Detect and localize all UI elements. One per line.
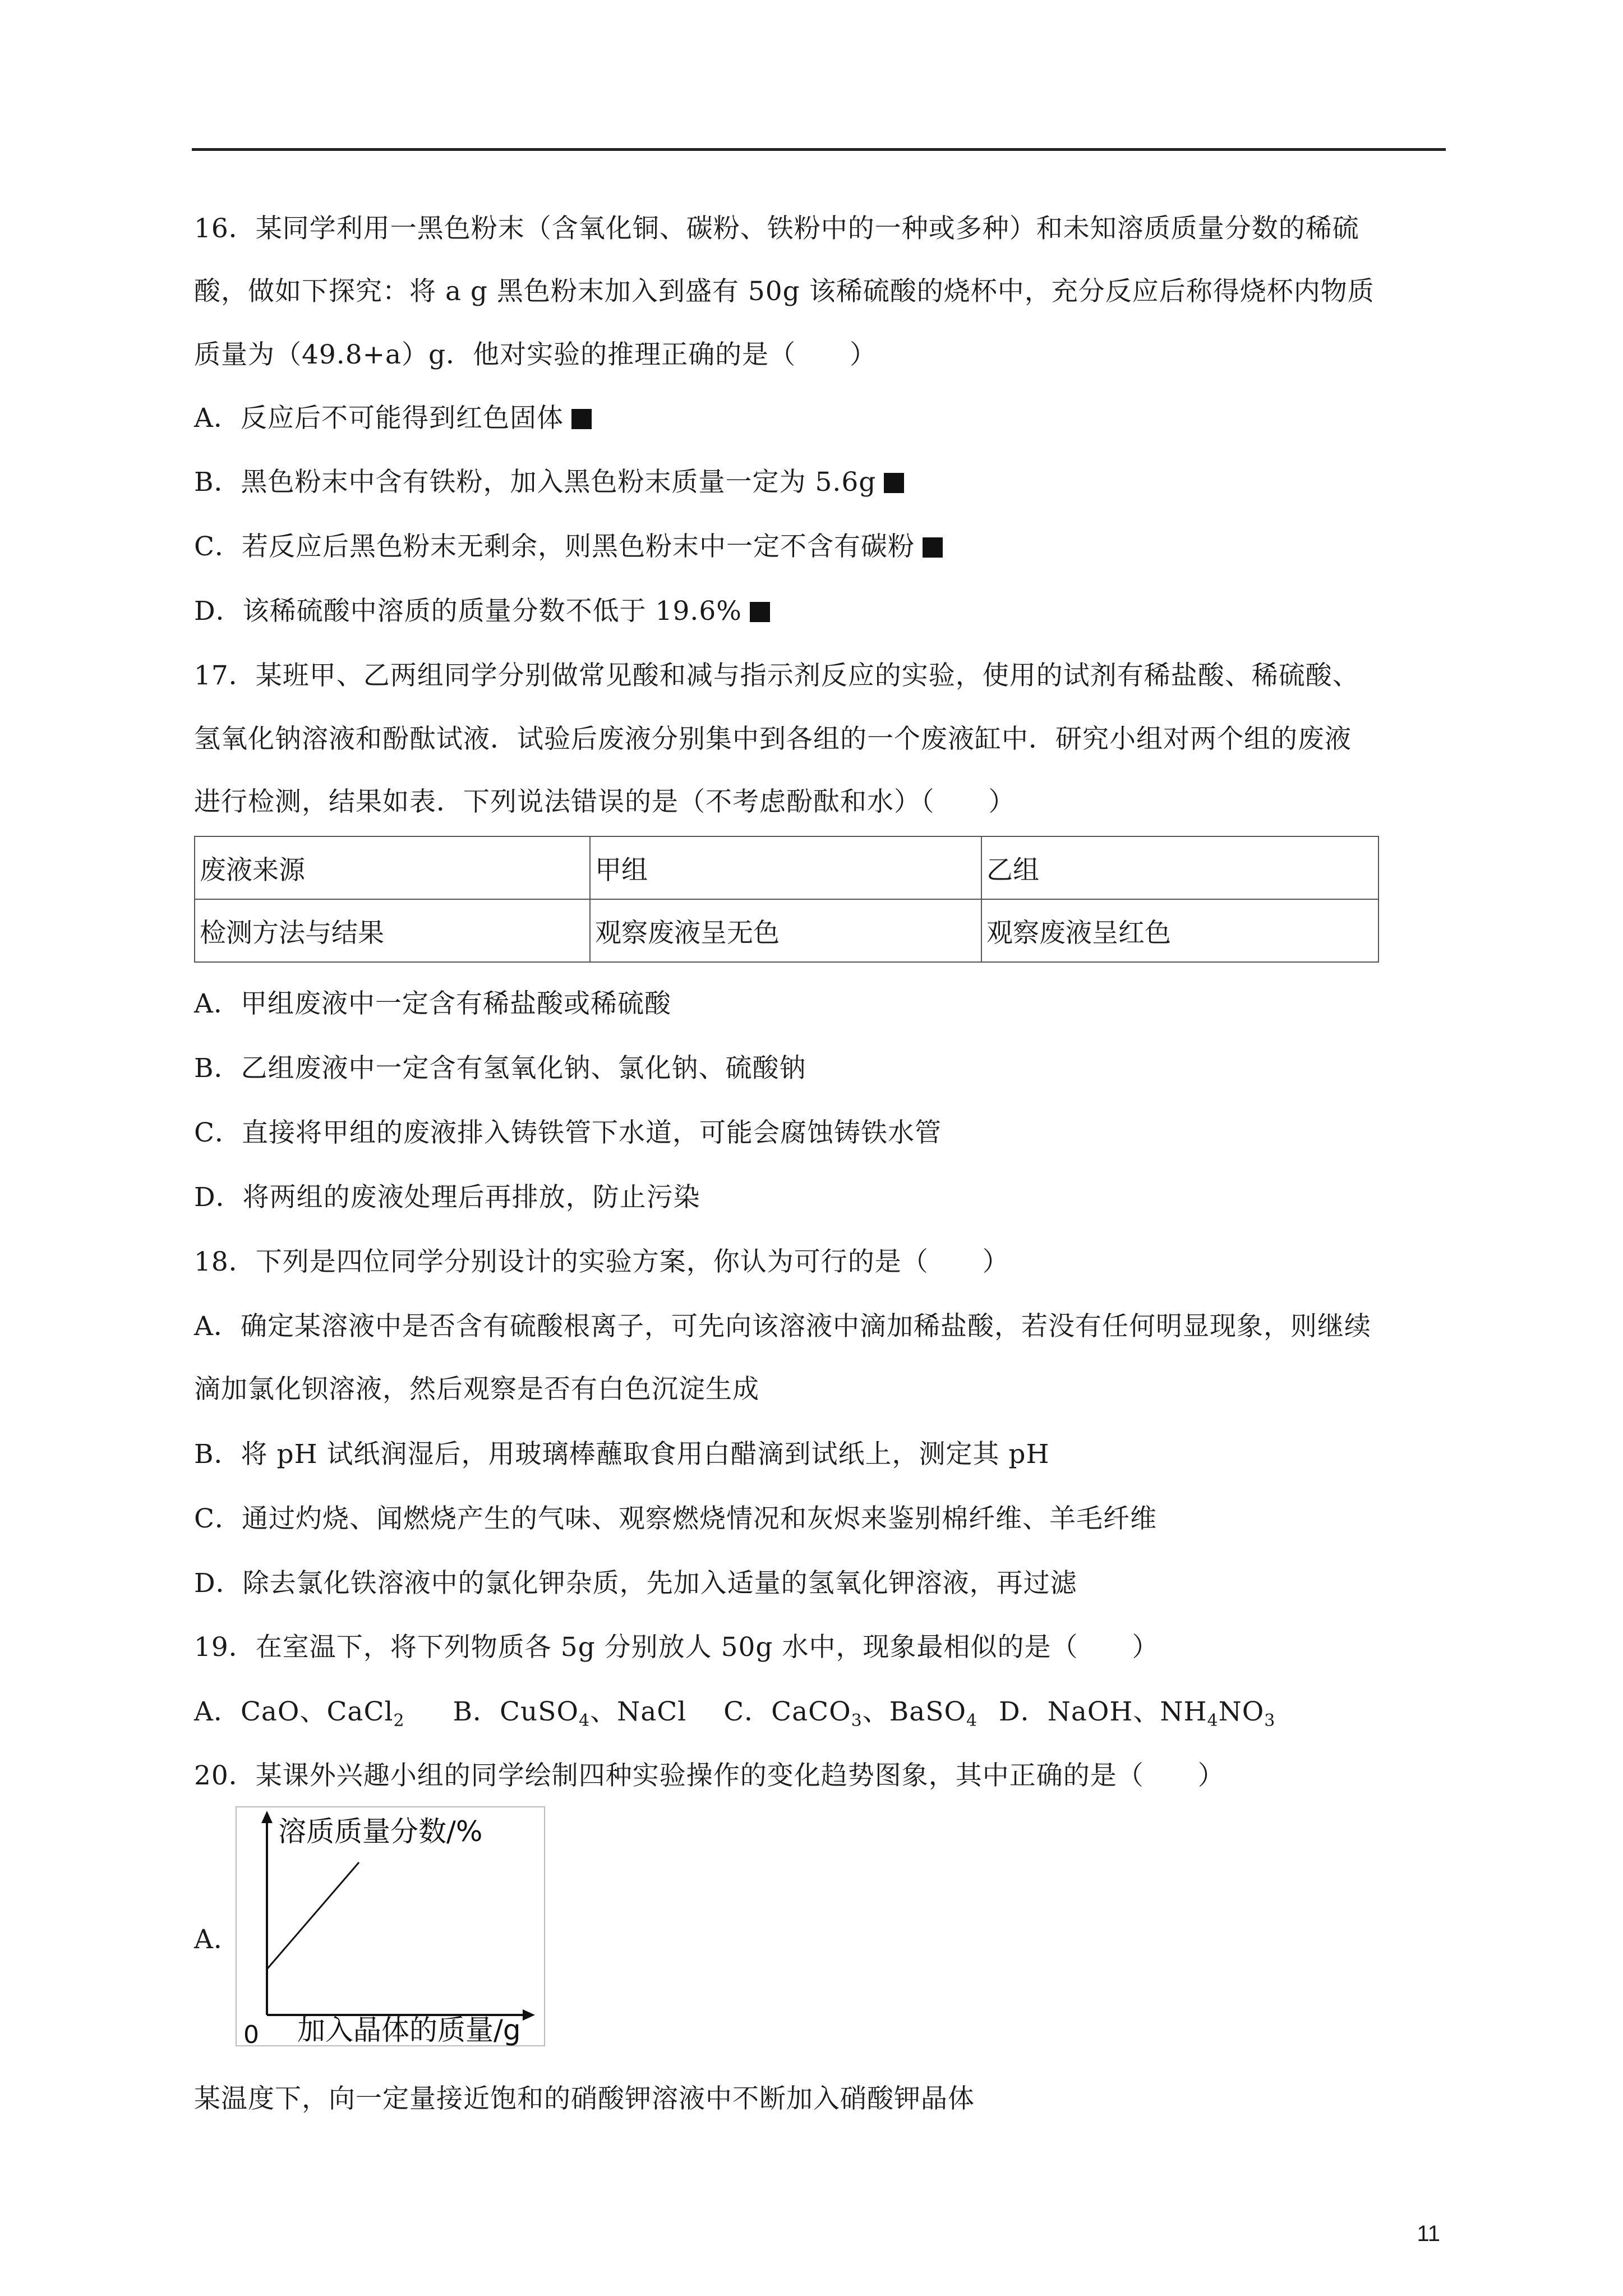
q18-option-c: C．通过灼烧、闻燃烧产生的气味、观察燃烧情况和灰烬来鉴别棉纤维、羊毛纤维	[194, 1503, 1157, 1534]
answer-box-icon	[750, 602, 770, 622]
q16-option-a	[194, 402, 592, 435]
q17-option-d: D．将两组的废液处理后再排放，防止污染	[194, 1182, 700, 1213]
q20-option-a-caption: 某温度下，向一定量接近饱和的硝酸钾溶液中不断加入硝酸钾晶体	[194, 2083, 975, 2114]
q19-option-b: B．CuSO$_4$、NaCl	[453, 1696, 687, 1731]
q19-option-a: A．CaO、CaCl$_2$	[194, 1696, 405, 1731]
q18-option-a-line-2: 滴加氯化钡溶液，然后观察是否有白色沉淀生成	[194, 1374, 759, 1405]
q17-option-c: C．直接将甲组的废液排入铸铁管下水道，可能会腐蚀铸铁水管	[194, 1117, 942, 1148]
origin-label: 0	[243, 2021, 259, 2046]
q16-stem-line-1: 16．某同学利用一黑色粉末（含氧化铜、碳粉、铁粉中的一种或多种）和未知溶质质量分数的稀硫	[194, 213, 1359, 244]
q20-option-a-label: A．	[194, 1924, 241, 1955]
table-cell: 观察废液呈红色	[981, 899, 1378, 962]
q16-option-c-text: C．若反应后黑色粉末无剩余，则黑色粉末中一定不含有碳粉	[194, 531, 915, 562]
x-axis-label: 加入晶体的质量/g	[297, 2014, 521, 2046]
q19-option-c: C．CaCO$_3$、BaSO$_4$	[723, 1696, 978, 1731]
q20-option-a-graph	[236, 1806, 545, 2046]
q17-option-b: B．乙组废液中一定含有氢氧化钠、氯化钠、硫酸钠	[194, 1053, 806, 1084]
q16-stem-line-3: 质量为（49.8+a）g．他对实验的推理正确的是（ ）	[194, 339, 877, 370]
q17-option-a: A．甲组废液中一定含有稀盐酸或稀硫酸	[194, 988, 671, 1019]
q20-stem: 20．某课外兴趣小组的同学绘制四种实验操作的变化趋势图象，其中正确的是（ ）	[194, 1760, 1225, 1791]
table-row	[195, 899, 1378, 962]
table-cell: 观察废液呈无色	[590, 899, 981, 962]
table-cell: 检测方法与结果	[195, 899, 590, 962]
y-axis-label: 溶质质量分数/%	[278, 1815, 483, 1848]
q16-option-c	[194, 530, 943, 564]
q16-option-b-text: B．黑色粉末中含有铁粉，加入黑色粉末质量一定为 5.6g	[194, 467, 877, 498]
table-row	[195, 836, 1378, 899]
page-number: 11	[1417, 2221, 1440, 2246]
answer-box-icon	[571, 409, 592, 429]
q16-option-d-text: D．该稀硫酸中溶质的质量分数不低于 19.6%	[194, 596, 742, 627]
q18-option-b: B．将 pH 试纸润湿后，用玻璃棒蘸取食用白醋滴到试纸上，测定其 pH	[194, 1439, 1050, 1470]
header-rule	[192, 148, 1446, 151]
q16-option-d	[194, 595, 770, 628]
x-axis-arrow	[523, 2009, 535, 2021]
q16-option-a-text: A．反应后不可能得到红色固体	[194, 403, 564, 434]
q17-stem-line-2: 氢氧化钠溶液和酚酞试液．试验后废液分别集中到各组的一个废液缸中．研究小组对两个组的废液	[194, 724, 1352, 754]
y-axis-arrow	[261, 1811, 273, 1823]
series-line	[267, 1862, 359, 1969]
q17-stem-line-1: 17．某班甲、乙两组同学分别做常见酸和减与指示剂反应的实验，使用的试剂有稀盐酸、稀硫酸、	[194, 660, 1359, 691]
q18-stem: 18．下列是四位同学分别设计的实验方案，你认为可行的是（ ）	[194, 1246, 1009, 1277]
answer-box-icon	[884, 473, 904, 493]
q18-option-a-line-1: A．确定某溶液中是否含有硫酸根离子，可先向该溶液中滴加稀盐酸，若没有任何明显现象，则继续	[194, 1311, 1371, 1342]
table-cell: 甲组	[590, 836, 981, 899]
q19-stem: 19．在室温下，将下列物质各 5g 分别放人 50g 水中，现象最相似的是（ ）	[194, 1632, 1159, 1663]
q16-option-b	[194, 466, 904, 499]
q19-option-d: D．NaOH、$NH_4NO_3$	[999, 1696, 1276, 1731]
answer-box-icon	[923, 537, 943, 558]
q18-option-d: D．除去氯化铁溶液中的氯化钾杂质，先加入适量的氢氧化钾溶液，再过滤	[194, 1568, 1077, 1599]
q19-options	[194, 1695, 1275, 1729]
q16-stem-line-2: 酸，做如下探究：将 a g 黑色粉末加入到盛有 50g 该稀硫酸的烧杯中，充分反应后称得烧杯内物质	[194, 276, 1375, 307]
table-cell: 乙组	[981, 836, 1378, 899]
table-cell: 废液来源	[195, 836, 590, 899]
q17-result-table	[194, 836, 1379, 963]
q17-stem-line-3: 进行检测，结果如表．下列说法错误的是（不考虑酚酞和水）（ ）	[194, 786, 1016, 817]
